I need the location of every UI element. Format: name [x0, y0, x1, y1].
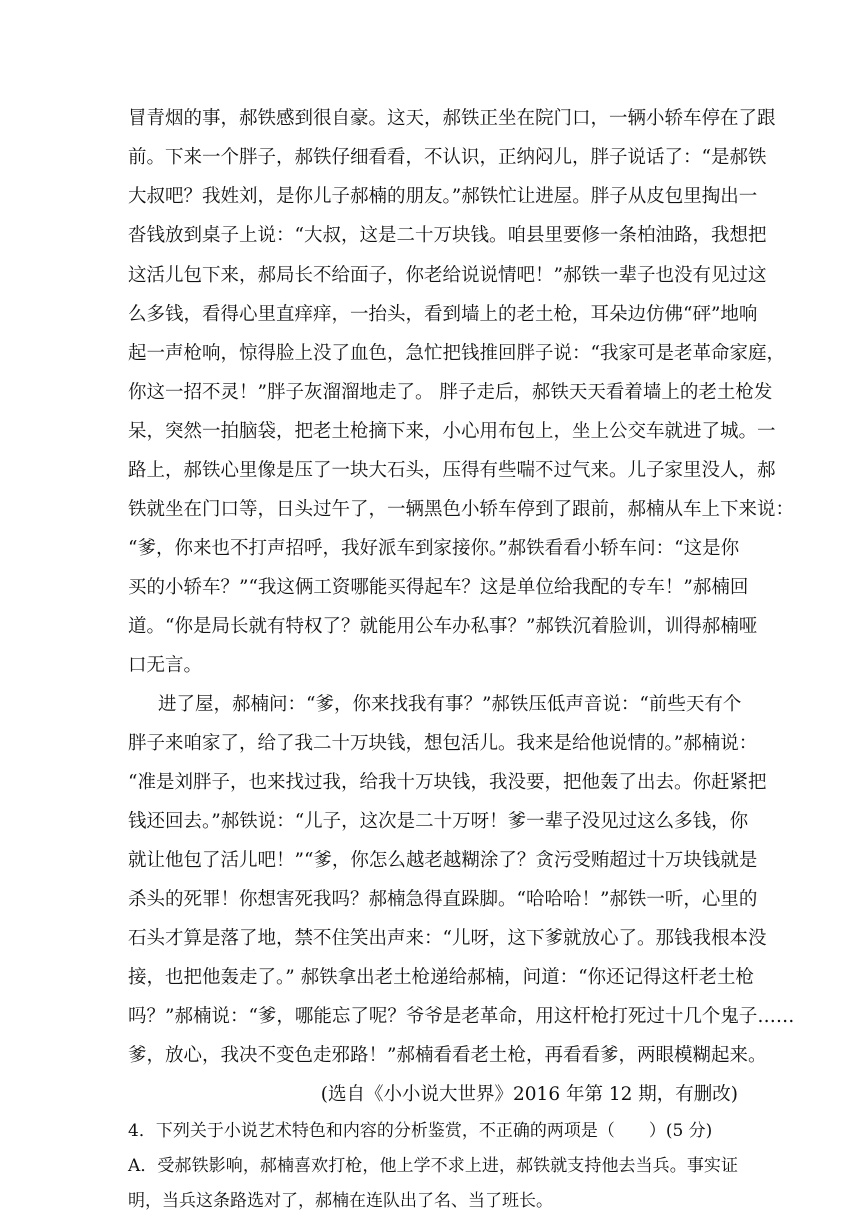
story-line: “准是刘胖子，也来找过我，给我十万块钱，我没要，把他轰了出去。你赶紧把 [128, 772, 767, 793]
story-line: 冒青烟的事，郝铁感到很自豪。这天，郝铁正坐在院门口，一辆小轿车停在了跟 [128, 108, 776, 129]
story-line: 大叔吧？我姓刘，是你儿子郝楠的朋友。”郝铁忙让进屋。胖子从皮包里掏出一 [128, 186, 758, 207]
option-a-line: A．受郝铁影响，郝楠喜欢打枪，他上学不求上进，郝铁就支持他去当兵。事实证 [128, 1156, 738, 1176]
story-line: 沓钱放到桌子上说：“大叔，这是二十万块钱。咱县里要修一条柏油路，我想把 [128, 225, 767, 246]
story-line: 呆，突然一拍脑袋，把老土枪摘下来，小心用布包上，坐上公交车就进了城。一 [128, 421, 776, 442]
story-line: 么多钱，看得心里直痒痒，一抬头，看到墙上的老土枪，耳朵边仿佛“砰”地响 [128, 304, 758, 325]
option-a-line: 明，当兵这条路选对了，郝楠在连队出了名、当了班长。 [128, 1191, 553, 1211]
story-line: 石头才算是落了地，禁不住笑出声来：“儿呀，这下爹就放心了。那钱我根本没 [128, 928, 767, 949]
story-line: 买的小轿车？”“我这俩工资哪能买得起车？这是单位给我配的专车！”郝楠回 [128, 577, 749, 598]
story-line: 前。下来一个胖子，郝铁仔细看看，不认识，正纳闷儿，胖子说话了：“是郝铁 [128, 147, 767, 168]
story-line: 吗？”郝楠说：“爹，哪能忘了呢？爷爷是老革命，用这杆枪打死过十几个鬼子…… [128, 1006, 795, 1027]
story-line: 口无言。 [128, 655, 203, 676]
story-line: 道。“你是局长就有特权了？就能用公车办私事？”郝铁沉着脸训，训得郝楠哑 [128, 616, 758, 637]
story-line: 铁就坐在门口等，日头过午了，一辆黑色小轿车停到了跟前，郝楠从车上下来说： [128, 499, 795, 520]
question-stem: 4．下列关于小说艺术特色和内容的分析鉴赏，不正确的两项是（ ）(5 分) [128, 1121, 713, 1141]
story-line: 起一声枪响，惊得脸上没了血色，急忙把钱推回胖子说：“我家可是老革命家庭， [128, 343, 785, 364]
story-line: 路上，郝铁心里像是压了一块大石头，压得有些喘不过气来。儿子家里没人，郝 [128, 460, 776, 481]
story-line: 这活儿包下来，郝局长不给面子，你老给说说情吧！”郝铁一辈子也没有见过这 [128, 265, 767, 286]
source-citation: (选自《小小说大世界》2016 年第 12 期，有删改) [320, 1084, 738, 1105]
story-line: 钱还回去。”郝铁说：“儿子，这次是二十万呀！爹一辈子没见过这么多钱，你 [128, 811, 749, 832]
story-line: 接，也把他轰走了。” 郝铁拿出老土枪递给郝楠，问道：“你还记得这杆老土枪 [128, 967, 755, 988]
story-line: 胖子来咱家了，给了我二十万块钱，想包活儿。我来是给他说情的。”郝楠说： [128, 733, 758, 754]
story-line: 爹，放心，我决不变色走邪路！”郝楠看看老土枪，再看看爹，两眼模糊起来。 [128, 1045, 767, 1066]
story-line: 杀头的死罪！你想害死我吗？郝楠急得直跺脚。“哈哈哈！”郝铁一听，心里的 [128, 889, 758, 910]
story-line: 进了屋，郝楠问：“爹，你来找我有事？”郝铁压低声音说：“前些天有个 [158, 694, 742, 715]
story-line: 就让他包了活儿吧！”“爹，你怎么越老越糊涂了？贪污受贿超过十万块钱就是 [128, 850, 758, 871]
story-line: “爹，你来也不打声招呼，我好派车到家接你。”郝铁看看小轿车问：“这是你 [128, 538, 740, 559]
story-line: 你这一招不灵！”胖子灰溜溜地走了。 胖子走后，郝铁天天看着墙上的老土枪发 [128, 382, 773, 403]
